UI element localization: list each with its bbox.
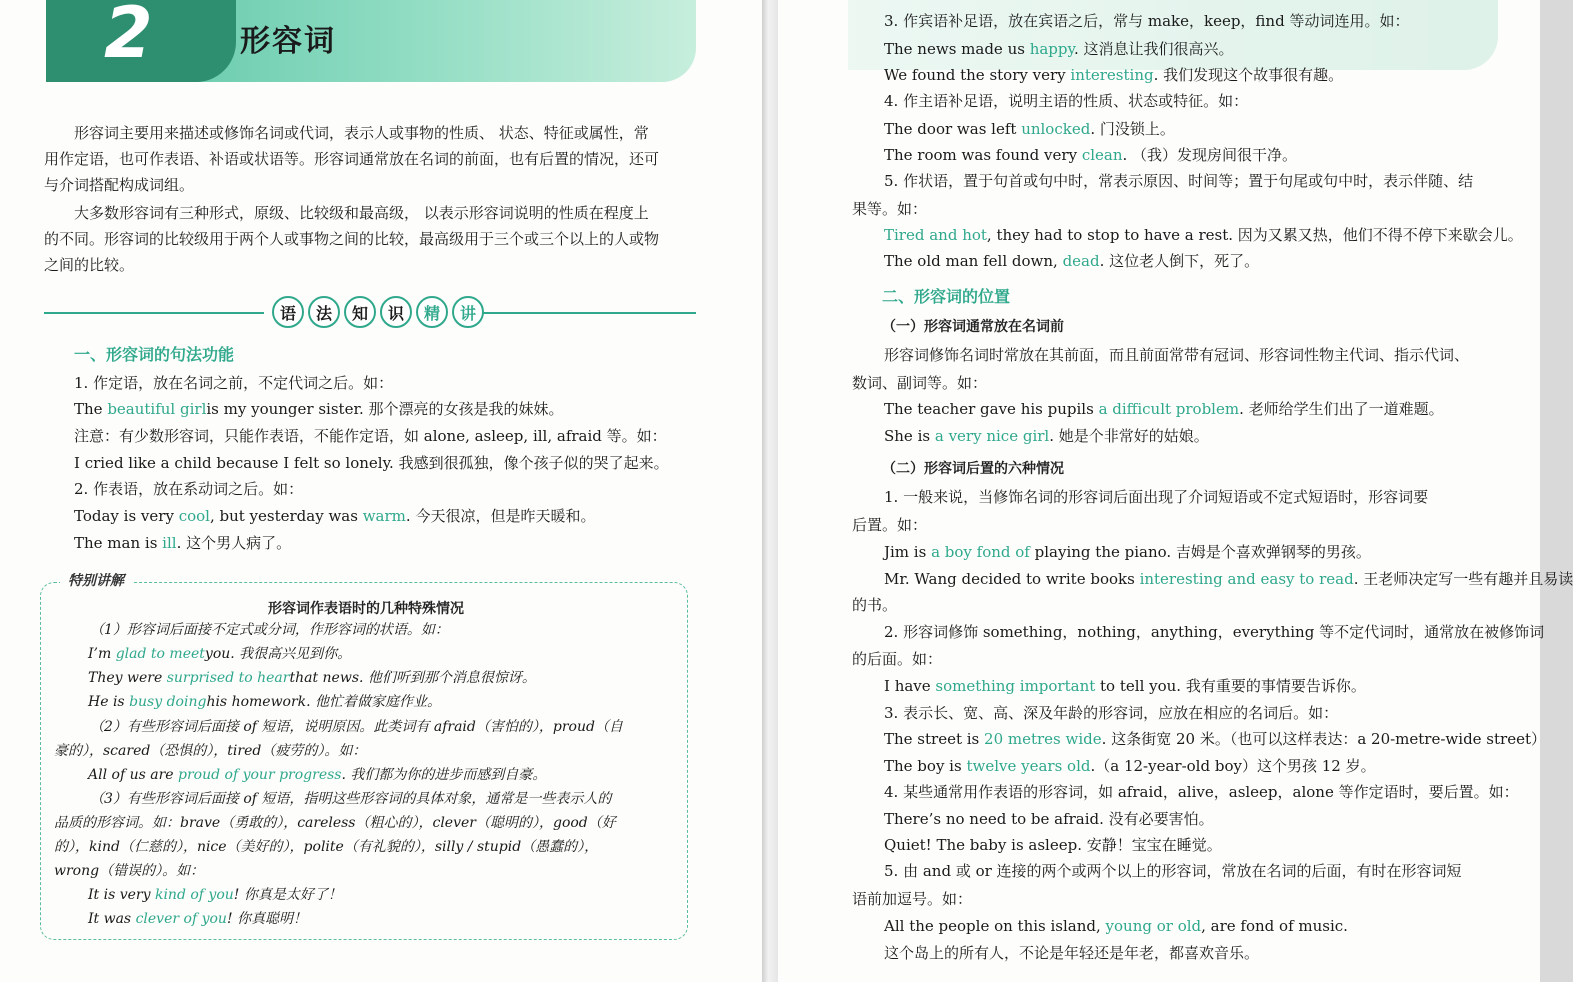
special-notes-title: 形容词作表语时的几种特殊情况	[268, 601, 464, 617]
special-notes-tag: 特别讲解	[60, 568, 132, 592]
box-line: （2）有些形容词后面接 of 短语，说明原因。此类词有 afraid（害怕的），proud（自	[90, 719, 623, 735]
banner-char: 识	[380, 296, 412, 328]
r-line: 数词、副词等。如：	[852, 374, 988, 392]
r-line: 形容词修饰名词时常放在其前面，而且前面常带有冠词、形容词性物主代词、指示代词、	[884, 346, 1470, 364]
s1-example-3: Today is very cool, but yesterday was warm. 今天很凉，但是昨天暖和。	[74, 507, 596, 525]
r-line: 1. 一般来说，当修饰名词的形容词后面出现了介词短语或不定式短语时，形容词要	[884, 488, 1429, 506]
r-line: Mr. Wang decided to write books interesting and easy to read. 王老师决定写一些有趣并且易读	[884, 570, 1573, 588]
r-line: 5. 由 and 或 or 连接的两个或两个以上的形容词，常放在名词的后面，有时在形容词短	[884, 862, 1462, 880]
box-line: It is very kind of you! 你真是太好了！	[88, 887, 342, 903]
r-line: 的后面。如：	[852, 650, 943, 668]
r-line: 3. 表示长、宽、高、深及年龄的形容词，应放在相应的名词后。如：	[884, 704, 1339, 722]
r-line: 后置。如：	[852, 516, 928, 534]
intro-line-1: 形容词主要用来描述或修饰名词或代词，表示人或事物的性质、 状态、特征或属性，常	[74, 124, 649, 142]
r-line: 2. 形容词修饰 something，nothing，anything，everything 等不定代词时，通常放在被修饰词	[884, 623, 1545, 641]
box-line: （3）有些形容词后面接 of 短语，指明这些形容词的具体对象，通常是一些表示人的	[90, 791, 612, 807]
s1-example-1: The beautiful girlis my younger sister. 那个漂亮的女孩是我的妹妹。	[74, 400, 564, 418]
s1-note: 注意：有少数形容词，只能作表语，不能作定语，如 alone, asleep, ill, afraid 等。如：	[74, 427, 667, 445]
r-line: The room was found very clean. （我）发现房间很干净。	[884, 146, 1298, 164]
chapter-number: 2	[104, 0, 153, 74]
intro-line-5: 的不同。形容词的比较级用于两个人或事物之间的比较，最高级用于三个或三个以上的人或物	[44, 230, 660, 248]
r-line: Tired and hot, they had to stop to have a rest. 因为又累又热，他们不得不停下来歇会儿。	[884, 226, 1523, 244]
r-line: Quiet! The baby is asleep. 安静！宝宝在睡觉。	[884, 836, 1222, 854]
r-line: The news made us happy. 这消息让我们很高兴。	[884, 40, 1234, 58]
r-line: The boy is twelve years old.（a 12-year-old boy）这个男孩 12 岁。	[884, 757, 1376, 775]
intro-line-4: 大多数形容词有三种形式，原级、比较级和最高级， 以表示形容词说明的性质在程度上	[74, 204, 649, 222]
box-line: He is busy doinghis homework. 他忙着做家庭作业。	[88, 694, 442, 710]
r-line: There’s no need to be afraid. 没有必要害怕。	[884, 810, 1214, 828]
r-line: 4. 作主语补足语，说明主语的性质、状态或特征。如：	[884, 92, 1249, 110]
intro-line-2: 用作定语，也可作表语、补语或状语等。形容词通常放在名词的前面，也有后置的情况，还可	[44, 150, 660, 168]
box-line: 豪的），scared（恐惧的），tired（疲劳的）。如：	[54, 743, 367, 759]
r-line: 的书。	[852, 596, 898, 614]
left-page	[0, 0, 762, 982]
box-line: 的），kind（仁慈的），nice（美好的），polite（有礼貌的），silly / stupid（愚蠢的），	[54, 839, 599, 855]
s1-example-2: I cried like a child because I felt so lonely. 我感到很孤独，像个孩子似的哭了起来。	[74, 454, 669, 472]
banner-rule-right	[476, 312, 696, 314]
r-line: Jim is a boy fond of playing the piano. 吉姆是个喜欢弹钢琴的男孩。	[884, 543, 1371, 561]
r-line: 果等。如：	[852, 200, 928, 218]
banner-char: 知	[344, 296, 376, 328]
r-line: 5. 作状语，置于句首或句中时，常表示原因、时间等；置于句尾或句中时，表示伴随、结	[884, 172, 1474, 190]
r-line: 4. 某些通常用作表语的形容词，如 afraid，alive，asleep，alone 等作定语时，要后置。如：	[884, 783, 1519, 801]
r-line: All the people on this island, young or old, are fond of music.	[884, 917, 1348, 935]
section-2-title: 二、形容词的位置	[882, 287, 1011, 306]
box-line: 品质的形容词。如：brave（勇敢的），careless（粗心的），clever（聪明的），good（好	[54, 815, 616, 831]
banner-char: 讲	[452, 296, 484, 328]
banner-char: 精	[416, 296, 448, 328]
banner-rule-left	[44, 312, 264, 314]
subsection-1-title: （一）形容词通常放在名词前	[882, 319, 1064, 335]
r-line: She is a very nice girl. 她是个非常好的姑娘。	[884, 427, 1209, 445]
right-page	[778, 0, 1573, 982]
book-gutter	[762, 0, 778, 982]
r-line: The teacher gave his pupils a difficult problem. 老师给学生们出了一道难题。	[884, 400, 1444, 418]
r-line: 语前加逗号。如：	[852, 890, 973, 908]
grammar-banner	[272, 296, 484, 328]
box-line: I’m glad to meetyou. 我很高兴见到你。	[88, 646, 352, 662]
subsection-2-title: （二）形容词后置的六种情况	[882, 461, 1064, 477]
s1-item-2: 2. 作表语，放在系动词之后。如：	[74, 480, 304, 498]
chapter-title: 形容词	[240, 24, 336, 59]
box-line: wrong（错误的）。如：	[54, 863, 205, 879]
intro-line-6: 之间的比较。	[44, 256, 135, 274]
box-line: （1）形容词后面接不定式或分词，作形容词的状语。如：	[90, 622, 449, 638]
box-line: It was clever of you! 你真聪明！	[88, 911, 308, 927]
r-line: The door was left unlocked. 门没锁上。	[884, 120, 1175, 138]
intro-line-3: 与介词搭配构成词组。	[44, 176, 195, 194]
box-line: All of us are proud of your progress. 我们都为你的进步而感到自豪。	[88, 767, 547, 783]
r-line: We found the story very interesting. 我们发现这个故事很有趣。	[884, 66, 1344, 84]
r-line: The old man fell down, dead. 这位老人倒下，死了。	[884, 252, 1260, 270]
r-line: 这个岛上的所有人，不论是年轻还是年老，都喜欢音乐。	[884, 944, 1260, 962]
s1-item-1: 1. 作定语，放在名词之前，不定代词之后。如：	[74, 374, 394, 392]
banner-char: 法	[308, 296, 340, 328]
r-line: The street is 20 metres wide. 这条街宽 20 米。（也可以这样表达：a 20-metre-wide street）	[884, 730, 1546, 748]
r-line: 3. 作宾语补足语，放在宾语之后，常与 make，keep，find 等动词连用。如：	[884, 12, 1410, 30]
banner-char: 语	[272, 296, 304, 328]
s1-example-4: The man is ill. 这个男人病了。	[74, 534, 292, 552]
section-1-title: 一、形容词的句法功能	[74, 345, 235, 364]
r-line: I have something important to tell you. 我有重要的事情要告诉你。	[884, 677, 1366, 695]
box-line: They were surprised to hearthat news. 他们听到那个消息很惊讶。	[88, 670, 536, 686]
